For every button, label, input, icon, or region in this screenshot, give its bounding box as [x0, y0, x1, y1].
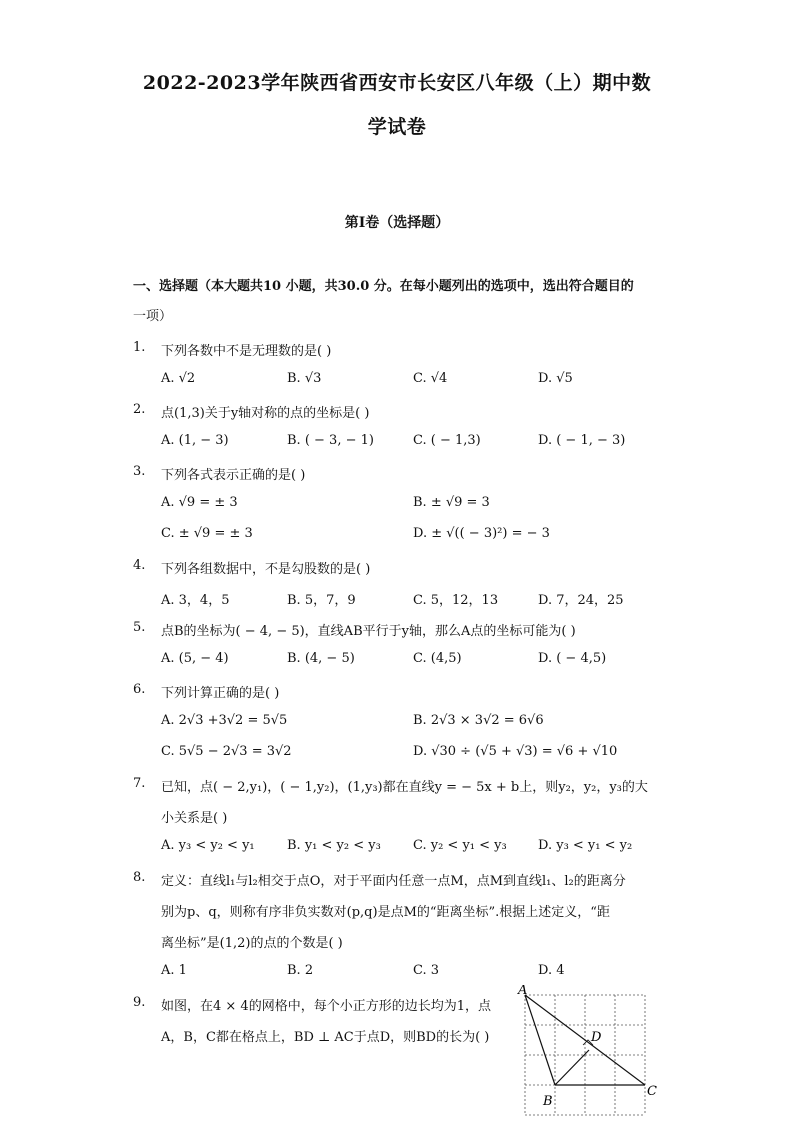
option-c: C. (4,5): [413, 651, 462, 666]
option-a: A. √9 = ± 3: [161, 495, 238, 510]
question-number: 1.: [133, 340, 146, 355]
volume-heading: 第I卷（选择题）: [344, 215, 450, 231]
label-d: D: [591, 1030, 602, 1045]
option-c: C. ± √9 = ± 3: [161, 526, 253, 541]
label-b: B: [543, 1094, 553, 1109]
label-c: C: [647, 1084, 657, 1099]
question-number: 3.: [133, 464, 146, 479]
section-heading-cont: 一项）: [133, 309, 173, 324]
option-a: A. (1, − 3): [161, 433, 229, 448]
option-d: D. 4: [538, 963, 565, 978]
question-text: 点(1,3)关于y轴对称的点的坐标是( ): [161, 406, 370, 421]
question-text: 点B的坐标为( − 4, − 5)，直线AB平行于y轴，那么A点的坐标可能为( ): [161, 624, 576, 639]
segment-bd: [555, 1050, 589, 1085]
question-text: 下列各数中不是无理数的是( ): [161, 344, 332, 359]
question-number: 7.: [133, 776, 146, 791]
question-text-line2: 小关系是( ): [161, 811, 228, 826]
option-b: B. ( − 3, − 1): [287, 433, 374, 448]
option-b: B. 5，7，9: [287, 593, 356, 608]
question-number: 8.: [133, 870, 146, 885]
option-b: B. ± √9 = 3: [413, 495, 490, 510]
option-c: C. y₂ < y₁ < y₃: [413, 838, 507, 853]
question-number: 9.: [133, 995, 146, 1010]
question-text: 下列各组数据中，不是勾股数的是( ): [161, 562, 371, 577]
section-heading: 一、选择题（本大题共10 小题，共30.0 分。在每小题列出的选项中，选出符合题目的: [133, 279, 634, 294]
option-c: C. 5，12，13: [413, 593, 499, 608]
option-b: B. √3: [287, 371, 322, 386]
grid-figure-svg: [515, 985, 665, 1120]
question-text-line1: 已知，点( − 2,y₁)，( − 1,y₂)，(1,y₃)都在直线y = − 5x + b上，则y₂，y₂，y₃的大: [161, 780, 648, 795]
option-d: D. ( − 1, − 3): [538, 433, 626, 448]
segment-ab: [525, 995, 555, 1085]
option-a: A. (5, − 4): [161, 651, 229, 666]
option-d: D. ± √(( − 3)²) = − 3: [413, 526, 550, 541]
document-title-line2: 学试卷: [367, 116, 427, 138]
option-c: C. ( − 1,3): [413, 433, 481, 448]
question-text: 下列计算正确的是( ): [161, 686, 280, 701]
question-text-line2: A，B，C都在格点上，BD ⊥ AC于点D，则BD的长为( ): [161, 1030, 490, 1045]
question-text: 下列各式表示正确的是( ): [161, 468, 306, 483]
question-text-line1: 如图，在4 × 4的网格中，每个小正方形的边长均为1，点: [161, 999, 491, 1014]
option-c: C. 5√5 − 2√3 = 3√2: [161, 744, 292, 759]
option-a: A. 3，4，5: [161, 593, 230, 608]
question-number: 6.: [133, 682, 146, 697]
option-a: A. y₃ < y₂ < y₁: [161, 838, 255, 853]
option-a: A. 1: [161, 963, 187, 978]
question-number: 5.: [133, 620, 146, 635]
option-d: D. √30 ÷ (√5 + √3) = √6 + √10: [413, 744, 618, 759]
option-d: D. √5: [538, 371, 573, 386]
option-c: C. 3: [413, 963, 440, 978]
grid-figure: [515, 985, 665, 1124]
option-d: D. ( − 4,5): [538, 651, 607, 666]
option-a: A. √2: [161, 371, 196, 386]
option-b: B. (4, − 5): [287, 651, 355, 666]
question-number: 2.: [133, 402, 146, 417]
option-b: B. y₁ < y₂ < y₃: [287, 838, 381, 853]
option-d: D. 7，24，25: [538, 593, 624, 608]
question-text-line2: 别为p、q，则称有序非负实数对(p,q)是点M的“距离坐标”.根据上述定义，“距: [161, 905, 610, 920]
option-c: C. √4: [413, 371, 448, 386]
option-a: A. 2√3 +3√2 = 5√5: [161, 713, 288, 728]
option-b: B. 2√3 × 3√2 = 6√6: [413, 713, 544, 728]
question-text-line1: 定义：直线l₁与l₂相交于点O，对于平面内任意一点M，点M到直线l₁、l₂的距离分: [161, 874, 626, 889]
document-title-line1: 2022-2023学年陕西省西安市长安区八年级（上）期中数: [142, 72, 652, 94]
option-b: B. 2: [287, 963, 314, 978]
label-a: A: [518, 985, 528, 998]
question-text-line3: 离坐标”是(1,2)的点的个数是( ): [161, 936, 343, 951]
question-number: 4.: [133, 558, 146, 573]
option-d: D. y₃ < y₁ < y₂: [538, 838, 633, 853]
